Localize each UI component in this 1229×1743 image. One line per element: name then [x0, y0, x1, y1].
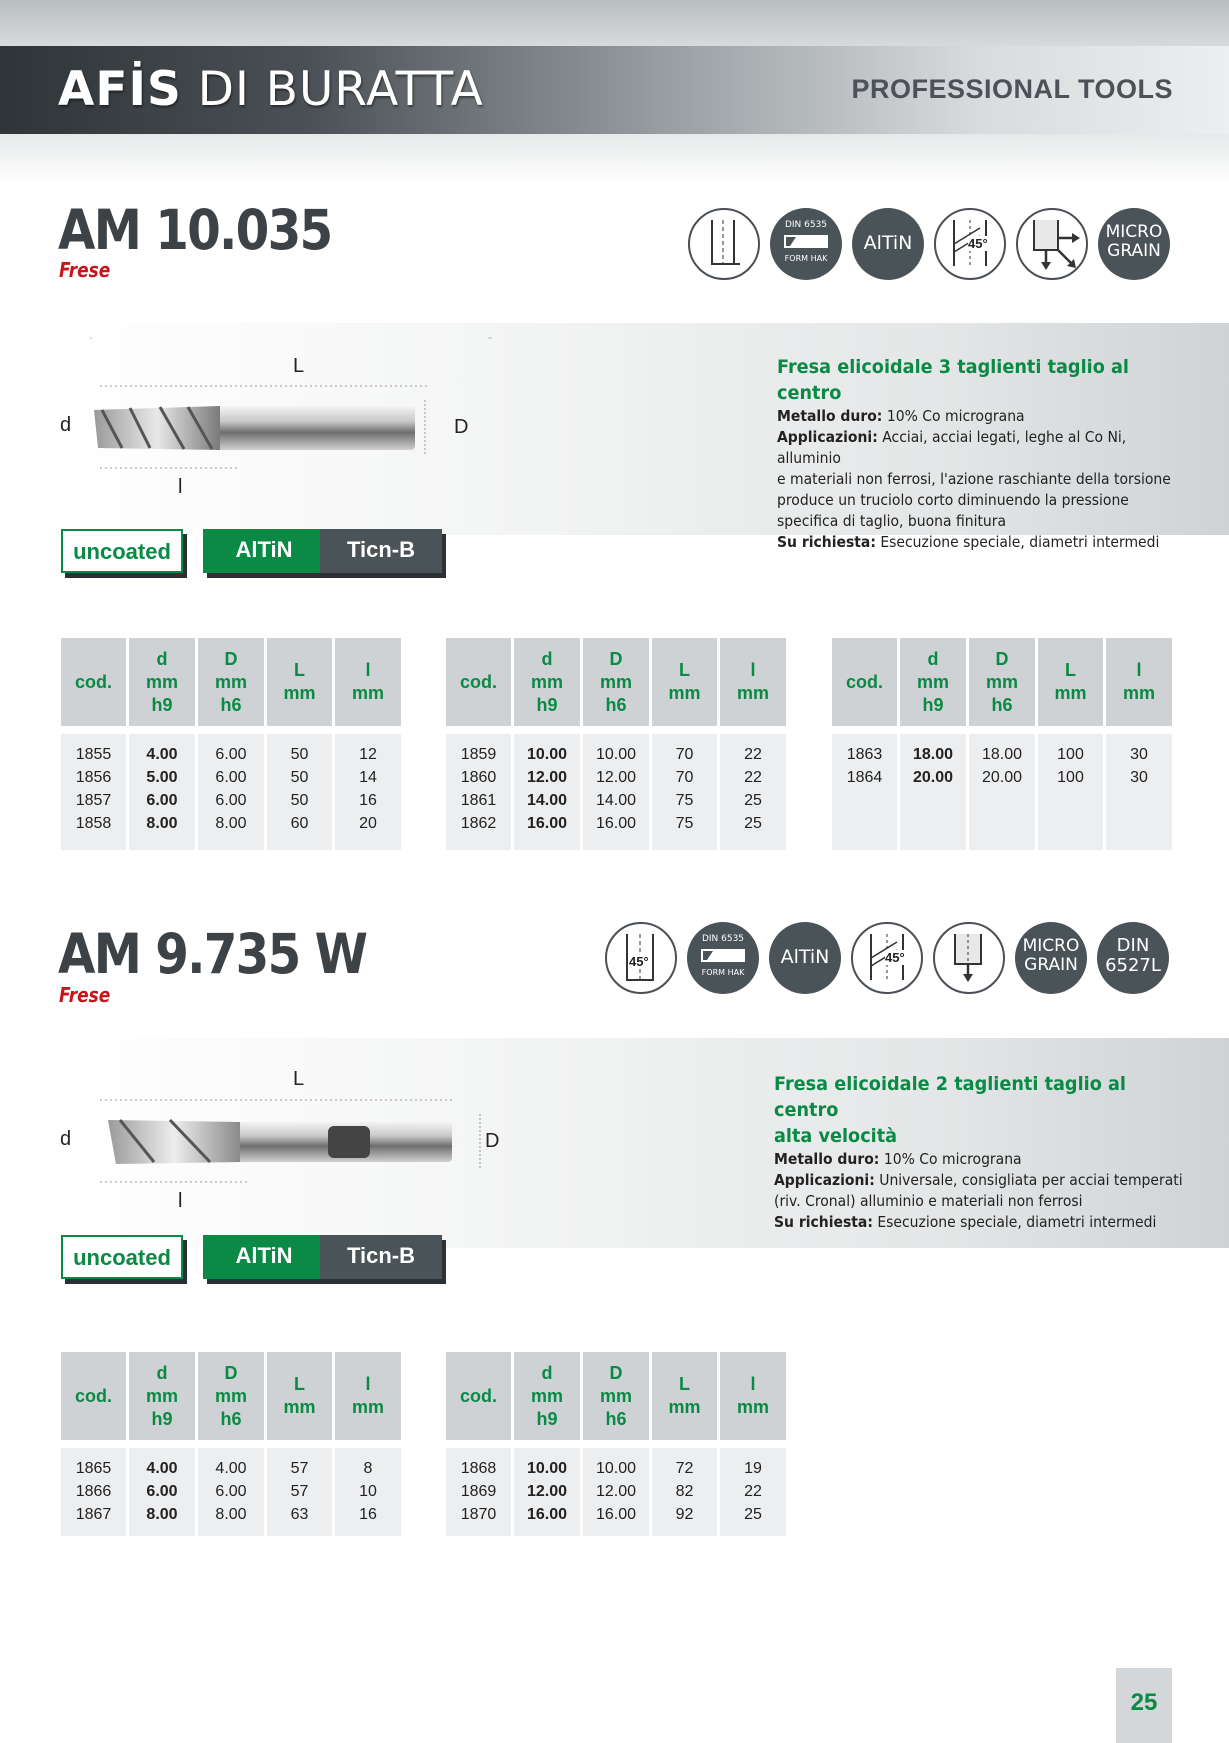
column-L: 57 57 63 — [267, 1448, 332, 1536]
coating-ticnb-tag: Ticn-B — [320, 529, 442, 573]
product-title: AM 9.735 W — [58, 922, 367, 986]
column-d: 10.00 12.00 16.00 — [514, 1448, 580, 1536]
column-D: 6.00 6.00 6.00 8.00 — [198, 734, 264, 850]
description-line: Metallo duro: 10% Co micrograna — [774, 1150, 1022, 1168]
column-L: 70 70 75 75 — [652, 734, 717, 850]
header-L: L mm — [652, 1352, 717, 1440]
altin-icon: AlTiN — [769, 922, 841, 994]
description-line: specifica di taglio, buona finitura — [777, 512, 1007, 530]
column-D: 4.00 6.00 8.00 — [198, 1448, 264, 1536]
description-line: Applicazioni: Universale, consigliata per acciai temperati — [774, 1171, 1183, 1189]
coating-altin-tag: AlTiN — [203, 529, 325, 573]
column-L: 100 100 — [1038, 734, 1103, 850]
product-title: AM 10.035 — [58, 198, 332, 262]
coating-uncoated-tag: uncoated — [61, 529, 183, 573]
coating-uncoated-tag: uncoated — [61, 1235, 183, 1279]
product-subtitle: Frese — [59, 258, 111, 282]
top-strip — [0, 0, 1229, 46]
helix-45-icon: 45° — [851, 922, 923, 994]
product-description — [777, 354, 1186, 553]
header-D: D mm h6 — [198, 1352, 264, 1440]
header-D: D mm h6 — [583, 638, 649, 726]
din6527l-icon: DIN 6527L — [1097, 922, 1169, 994]
column-d: 4.00 6.00 8.00 — [129, 1448, 195, 1536]
header-l: l mm — [1106, 638, 1172, 726]
cutting-directions-icon — [1016, 208, 1088, 280]
header-L: L mm — [1038, 638, 1103, 726]
tagline: PROFESSIONAL TOOLS — [851, 74, 1173, 104]
column-cod: 1859 1860 1861 1862 — [446, 734, 511, 850]
column-D: 10.00 12.00 16.00 — [583, 1448, 649, 1536]
header-L: L mm — [652, 638, 717, 726]
header-d: d mm h9 — [514, 1352, 580, 1440]
column-d: 10.00 12.00 14.00 16.00 — [514, 734, 580, 850]
dim-l-label: l — [178, 476, 183, 498]
header-l: l mm — [335, 638, 401, 726]
column-l: 30 30 — [1106, 734, 1172, 850]
din6535-formhak-icon: DIN 6535 FORM HAK — [687, 922, 759, 994]
page-number: 25 — [1116, 1668, 1172, 1743]
end-mill-drawing — [80, 330, 500, 490]
dim-d-label: d — [60, 1128, 72, 1150]
description-line: Applicazioni: Acciai, acciai legati, leghe al Co Ni, alluminio — [777, 428, 1127, 467]
product-description — [774, 1071, 1183, 1233]
din6535-formhak-icon: DIN 6535 FORM HAK — [770, 208, 842, 280]
brand-logo: AFİS DI BURATTA — [58, 62, 484, 117]
altin-icon: AlTiN — [852, 208, 924, 280]
column-l: 19 22 25 — [720, 1448, 786, 1536]
feature-icons — [688, 208, 1172, 280]
header-cod: cod. — [61, 1352, 126, 1440]
straight-flute-icon — [688, 208, 760, 280]
column-L: 50 50 50 60 — [267, 734, 332, 850]
column-cod: 1863 1864 — [832, 734, 897, 850]
header-d: d mm h9 — [514, 638, 580, 726]
column-l: 8 10 16 — [335, 1448, 401, 1536]
description-line: Su richiesta: Esecuzione speciale, diametri intermedi — [777, 533, 1160, 551]
header-cod: cod. — [832, 638, 897, 726]
description-line: (riv. Cronal) alluminio e materiali non ferrosi — [774, 1192, 1083, 1210]
description-heading: Fresa elicoidale 3 taglienti taglio al centro — [777, 356, 1129, 404]
header-d: d mm h9 — [900, 638, 966, 726]
micro-grain-icon: MICRO GRAIN — [1098, 208, 1170, 280]
column-D: 18.00 20.00 — [969, 734, 1035, 850]
description-line: Metallo duro: 10% Co micrograna — [777, 407, 1025, 425]
dim-D-label: D — [485, 1130, 500, 1152]
column-d: 18.00 20.00 — [900, 734, 966, 850]
header-l: l mm — [720, 638, 786, 726]
header-D: D mm h6 — [198, 638, 264, 726]
column-D: 10.00 12.00 14.00 16.00 — [583, 734, 649, 850]
header-D: D mm h6 — [583, 1352, 649, 1440]
header-fade — [0, 134, 1229, 184]
header-L: L mm — [267, 638, 332, 726]
dim-l-label: l — [178, 1190, 183, 1212]
header-cod: cod. — [446, 638, 511, 726]
header-L: L mm — [267, 1352, 332, 1440]
column-l: 22 22 25 25 — [720, 734, 786, 850]
column-cod: 1868 1869 1870 — [446, 1448, 511, 1536]
header-d: d mm h9 — [129, 1352, 195, 1440]
description-heading: Fresa elicoidale 2 taglienti taglio al centro — [774, 1073, 1126, 1121]
header-D: D mm h6 — [969, 638, 1035, 726]
column-d: 4.00 5.00 6.00 8.00 — [129, 734, 195, 850]
plunge-cut-icon — [933, 922, 1005, 994]
product-subtitle: Frese — [59, 983, 111, 1007]
header-cod: cod. — [61, 638, 126, 726]
dim-d-label: d — [60, 414, 72, 436]
coating-ticnb-tag: Ticn-B — [320, 1235, 442, 1279]
end-mill-drawing — [80, 1040, 500, 1200]
dim-L-label: L — [293, 355, 305, 377]
micro-grain-icon: MICRO GRAIN — [1015, 922, 1087, 994]
column-cod: 1855 1856 1857 1858 — [61, 734, 126, 850]
helix-45-icon: 45° — [934, 208, 1006, 280]
column-cod: 1865 1866 1867 — [61, 1448, 126, 1536]
header-l: l mm — [335, 1352, 401, 1440]
dim-L-label: L — [293, 1068, 305, 1090]
header-cod: cod. — [446, 1352, 511, 1440]
description-line: Su richiesta: Esecuzione speciale, diametri intermedi — [774, 1213, 1157, 1231]
coating-altin-tag: AlTiN — [203, 1235, 325, 1279]
description-line: e materiali non ferrosi, l'azione raschiante della torsione — [777, 470, 1171, 488]
column-L: 72 82 92 — [652, 1448, 717, 1536]
helix-45-flute-icon: 45° — [605, 922, 677, 994]
description-heading: alta velocità — [774, 1125, 898, 1147]
description-line: produce un truciolo corto diminuendo la pressione — [777, 491, 1129, 509]
header-d: d mm h9 — [129, 638, 195, 726]
header-l: l mm — [720, 1352, 786, 1440]
column-l: 12 14 16 20 — [335, 734, 401, 850]
dim-D-label: D — [454, 416, 469, 438]
feature-icons — [605, 922, 1171, 994]
